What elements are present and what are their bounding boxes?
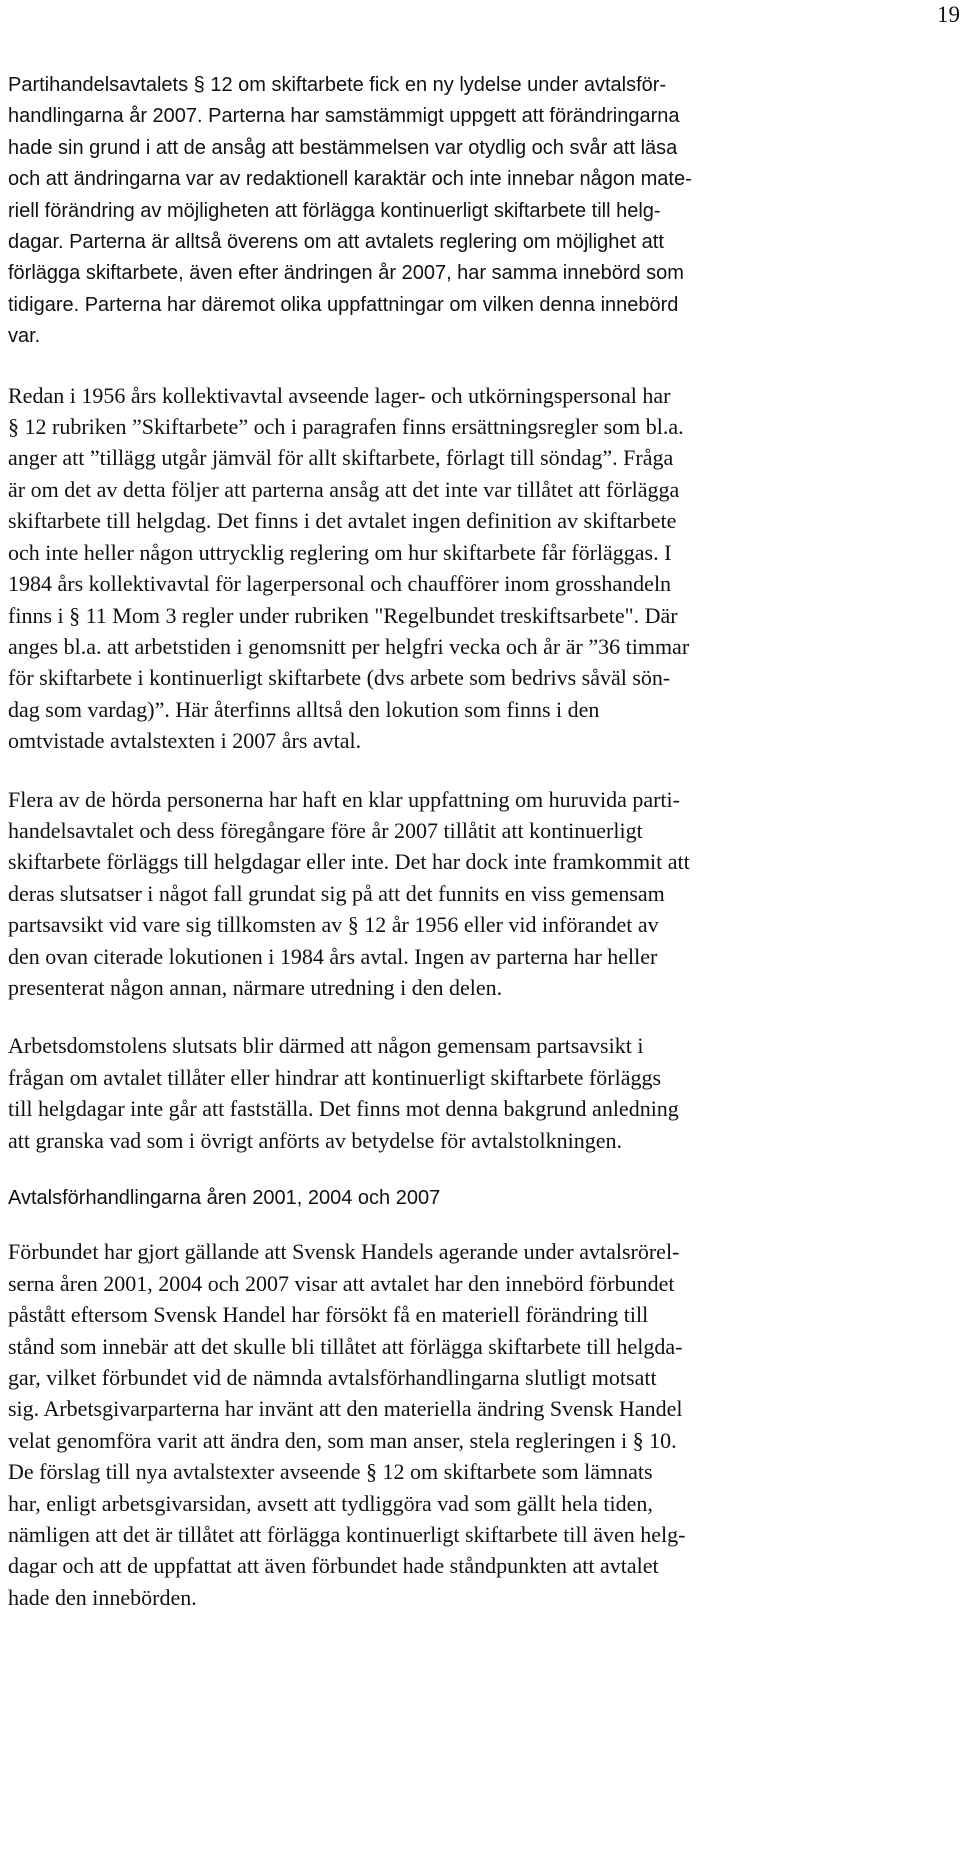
text-line: presenterat någon annan, närmare utredning i den delen.: [8, 974, 503, 1000]
text-line: hade den innebörden.: [8, 1584, 197, 1610]
text-line: dagar och att de uppfattat att även förbundet hade ståndpunkten att avtalet: [8, 1553, 659, 1579]
text-line: partsavsikt vid vare sig tillkomsten av § 12 år 1956 eller vid införandet av: [8, 912, 659, 938]
text-line: anger att ”tillägg utgår jämväl för allt skiftarbete, förlagt till söndag”. Fråga: [8, 445, 674, 471]
paragraph: [8, 1236, 808, 1613]
text-line: Flera av de hörda personerna har haft en klar uppfattning om huruvida parti-: [8, 786, 680, 812]
text-line: § 12 rubriken ”Skiftarbete” och i paragrafen finns ersättningsregler som bl.a.: [8, 414, 684, 440]
text-line: Redan i 1956 års kollektivavtal avseende lager- och utkörningspersonal har: [8, 382, 671, 408]
text-line: dagar. Parterna är alltså överens om att avtalets reglering om möjlighet att: [8, 231, 664, 254]
text-line: De förslag till nya avtalstexter avseende § 12 om skiftarbete som lämnats: [8, 1459, 653, 1485]
text-line: deras slutsatser i något fall grundat sig på att det funnits en viss gemensam: [8, 880, 665, 906]
text-line: förlägga skiftarbete, även efter ändringen år 2007, har samma innebörd som: [8, 262, 684, 285]
text-line: Avtalsförhandlingarna åren 2001, 2004 och 2007: [8, 1187, 441, 1209]
text-line: och att ändringarna var av redaktionell karaktär och inte innebar någon mate-: [8, 168, 692, 191]
text-line: 1984 års kollektivavtal för lagerpersonal och chaufförer inom grosshandeln: [8, 571, 672, 597]
paragraph: [8, 70, 808, 353]
text-line: hade sin grund i att de ansåg att bestämmelsen var otydlig och svår att läsa: [8, 136, 678, 159]
text-line: är om det av detta följer att parterna ansåg att det inte var tillåtet att förlägga: [8, 476, 680, 502]
paragraph: [8, 784, 808, 1004]
text-line: serna åren 2001, 2004 och 2007 visar att avtalet har den innebörd förbundet: [8, 1270, 675, 1296]
text-line: var.: [8, 325, 41, 348]
document-body: [8, 70, 808, 1640]
text-line: nämligen att det är tillåtet att förlägga kontinuerligt skiftarbete till även helg-: [8, 1522, 686, 1548]
text-line: tidigare. Parterna har däremot olika uppfattningar om vilken denna innebörd: [8, 293, 679, 316]
text-line: riell förändring av möjligheten att förlägga kontinuerligt skiftarbete till helg-: [8, 199, 661, 222]
text-line: för skiftarbete i kontinuerligt skiftarbete (dvs arbete som bedrivs såväl sön-: [8, 665, 671, 691]
text-line: handelsavtalet och dess föregångare före år 2007 tillåtit att kontinuerligt: [8, 817, 643, 843]
text-line: har, enligt arbetsgivarsidan, avsett att tydliggöra vad som gällt hela tiden,: [8, 1490, 653, 1516]
text-line: handlingarna år 2007. Parterna har samstämmigt uppgett att förändringarna: [8, 105, 680, 128]
text-line: till helgdagar inte går att fastställa. Det finns mot denna bakgrund anledning: [8, 1096, 679, 1122]
text-line: stånd som innebär att det skulle bli tillåtet att förlägga skiftarbete till helgda-: [8, 1333, 683, 1359]
text-line: Partihandelsavtalets § 12 om skiftarbete fick en ny lydelse under avtalsför-: [8, 74, 667, 96]
text-line: finns i § 11 Mom 3 regler under rubriken "Regelbundet treskiftsarbete". Där: [8, 602, 678, 628]
page-number: 19: [937, 2, 960, 27]
text-line: sig. Arbetsgivarparterna har invänt att den materiella ändring Svensk Handel: [8, 1396, 683, 1422]
text-line: frågan om avtalet tillåter eller hindrar att kontinuerligt skiftarbete förläggs: [8, 1064, 662, 1090]
text-line: velat genomföra varit att ändra den, som man anser, stela regleringen i § 10.: [8, 1427, 677, 1453]
text-line: skiftarbete till helgdag. Det finns i det avtalet ingen definition av skiftarbete: [8, 508, 677, 534]
section-heading: [8, 1183, 808, 1214]
text-line: skiftarbete förläggs till helgdagar eller inte. Det har dock inte framkommit att: [8, 849, 690, 875]
text-line: påstått eftersom Svensk Handel har försökt få en materiell förändring till: [8, 1302, 649, 1328]
text-line: och inte heller någon uttrycklig reglering om hur skiftarbete får förläggas. I: [8, 539, 672, 565]
text-line: dag som vardag)”. Här återfinns alltså den lokution som finns i den: [8, 696, 600, 722]
text-line: att granska vad som i övrigt anförts av betydelse för avtalstolkningen.: [8, 1127, 623, 1153]
paragraph: [8, 380, 808, 757]
paragraph: [8, 1030, 808, 1156]
text-line: den ovan citerade lokutionen i 1984 års avtal. Ingen av parterna har heller: [8, 943, 658, 969]
text-line: anges bl.a. att arbetstiden i genomsnitt per helgfri vecka och år är ”36 timmar: [8, 633, 690, 659]
text-line: gar, vilket förbundet vid de nämnda avtalsförhandlingarna slutligt motsatt: [8, 1365, 657, 1391]
text-line: Förbundet har gjort gällande att Svensk Handels agerande under avtalsrörel-: [8, 1239, 680, 1265]
text-line: Arbetsdomstolens slutsats blir därmed att någon gemensam partsavsikt i: [8, 1033, 644, 1059]
text-line: omtvistade avtalstexten i 2007 års avtal.: [8, 728, 362, 754]
